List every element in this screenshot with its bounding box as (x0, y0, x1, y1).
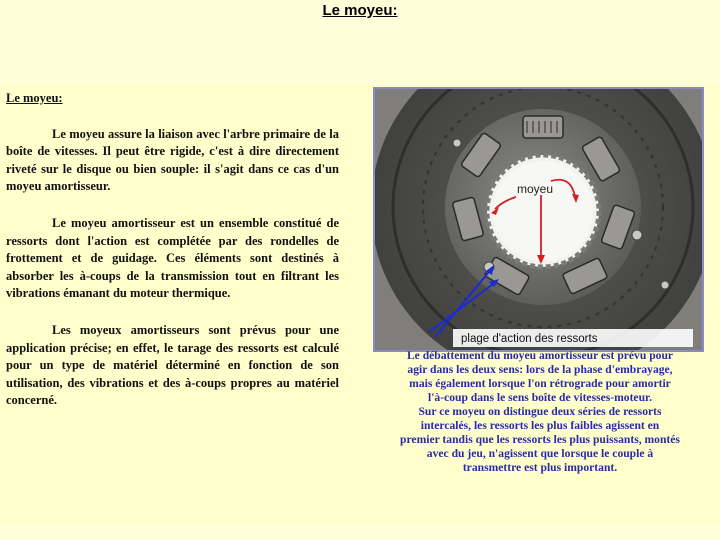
paragraph: Les moyeux amortisseurs sont prévus pour une application précise; en effet, le tarage des ressorts est calculé pour un type de matériel déterminé en fonction de son utilisation, des vibrations et des à-coups propres au matériel concerné. (6, 322, 339, 408)
hub-label: moyeu (517, 182, 554, 196)
hub-center (493, 161, 593, 261)
section-heading: Le moyeu: (6, 91, 63, 105)
caption-line: mais également lorsque l'on rétrograde pour amortir (409, 377, 671, 390)
clutch-hub-photo (373, 87, 704, 352)
caption-line: premier tandis que les ressorts les plus puissants, montés (400, 433, 680, 446)
caption-line: agir dans les deux sens: lors de la phase d'embrayage, (407, 363, 673, 376)
caption-line: intercalés, les ressorts les plus faibles agissent en (420, 419, 660, 432)
caption-line: Le débattement du moyeu amortisseur est prévu pour (406, 349, 674, 362)
slide-title: Le moyeu: (322, 2, 398, 19)
document-panel (0, 84, 720, 524)
spring-range-label: plage d'action des ressorts (461, 333, 598, 345)
paragraph: Le moyeu amortisseur est un ensemble constitué de ressorts dont l'action est complétée par des rondelles de frottement et de guidage. Ces éléments sont destinés à absorber les à-coups de la transmission tout en filtrant les vibrations émanant du moteur thermique. (6, 215, 339, 301)
caption-line: l'à-coup dans le sens boîte de vitesses-moteur. (427, 391, 653, 404)
caption-line: transmettre est plus important. (462, 461, 618, 474)
caption-line: Sur ce moyeu on distingue deux séries de ressorts (418, 405, 662, 418)
clutch-disc-illustration (375, 89, 702, 350)
paragraph: Le moyeu assure la liaison avec l'arbre primaire de la boîte de vitesses. Il peut être rigide, c'est à dire directement riveté sur le disque ou bien souple: il s'agit dans ce cas d'un moyeu amortisseur. (6, 126, 339, 194)
figure-caption (380, 349, 700, 475)
caption-line: avec du jeu, n'agissent que lorsque le couple à (426, 447, 654, 460)
text-column (6, 90, 339, 429)
